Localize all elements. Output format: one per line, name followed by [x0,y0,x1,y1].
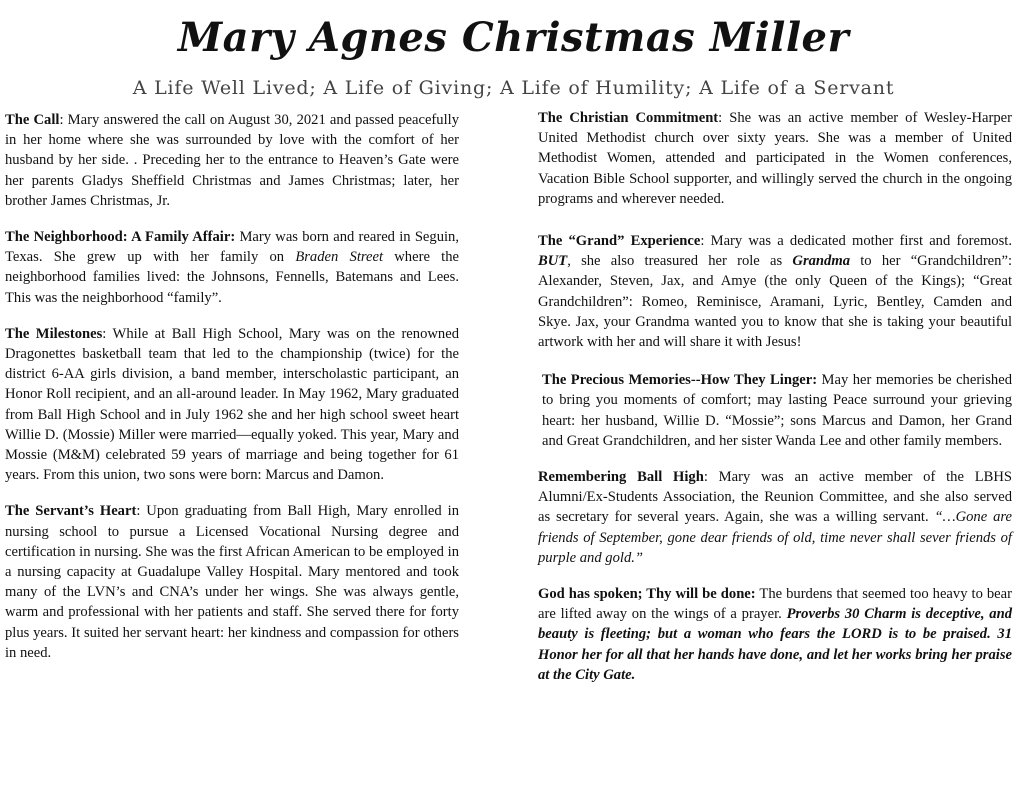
section-text: : Mary was a dedicated mother first and foremost. [700,233,1012,250]
page-subtitle: A Life Well Lived; A Life of Giving; A Life of Humility; A Life of a Servant [132,77,895,99]
section-text: May her memories be cherished to bring you moments of comfort; may lasting Peace surround your grieving heart: her husband, Willie D. “Mossie”; sons Marcus and Damon, her Grand and Great Grandchildren, and her sister Wanda Lee and other family members. [542,372,1012,449]
section-text: The burdens that seemed too heavy to bear are lifted away on the wings of a prayer. [538,586,1012,623]
section-heading: Remembering Ball High [538,469,704,486]
section-heading: The Milestones [5,325,103,342]
section-remembering-ball-high [538,467,1012,568]
emphasis-but: BUT [538,253,568,270]
street-name: Braden Street [295,249,384,266]
section-text: : Mary was an active member of the LBHS Alumni/Ex-Students Association, the Reunion Committee, and she also served as secretary for several years. Again, she was a willing servant. [538,469,1012,526]
section-grand-experience [538,231,1012,352]
section-text: : Mary answered the call on August 30, 2021 and passed peacefully in her home where she was surrounded by love with the comfort of her husband by her side. . Preceding her to the entrance to Heaven’s Gate were her parents Gladys Sheffield Christmas and James Christmas; later, her brother James Christmas, Jr. [5,112,459,209]
emphasis-grandma: Grandma [792,253,850,270]
section-god-has-spoken [538,584,1012,685]
section-heading: The Christian Commitment [538,110,719,126]
section-neighborhood [5,227,459,308]
left-column [5,110,459,679]
section-heading: The Servant’s Heart [5,503,137,520]
section-milestones [5,324,459,486]
section-servant-heart [5,501,459,663]
page-title: Mary Agnes Christmas Miller [177,14,850,61]
section-heading: The Precious Memories--How They Linger: [542,372,818,389]
section-text: Mary was born and reared in Seguin, Texas. She grew up with her family on [5,229,460,266]
section-christian-commitment [538,108,1012,209]
section-text: to her “Grandchildren”: Alexander, Steven, Jax, and Amye (the only Queen of the Kings); “Great Grandchildren”: Romeo, Reminisce, Aramani, Lyric, Bentley, Camden and Skye. Jax, your Grandma wanted you to know that she is taking your beautiful artwork with her and will share it with Jesus! [538,253,1012,351]
section-precious-memories [538,370,1012,451]
section-heading: The Neighborhood: A Family Affair: [5,229,236,246]
section-heading: God has spoken; Thy will be done: [538,586,756,603]
section-text: : Upon graduating from Ball High, Mary enrolled in nursing school to pursue a Licensed Vocational Nursing degree and certification in nursing. She was the first African American to be employed in a nursing capacity at Guadalupe Valley Hospital. Mary mentored and took many of the LVN’s and CNA’s under her wings. She was always gentle, warm and professional with her patients and staff. She served there for forty plus years. It suited her servant heart: her kindness and compassion for others in need. [5,503,459,661]
section-text: : While at Ball High School, Mary was on the renowned Dragonettes basketball team that led to the championship (twice) for the district 6-AA girls division, a band member, interscholastic participant, an Honor Roll recipient, and an all-around leader. In May 1962, Mary graduated from Ball High School and in July 1962 she and her high school sweet heart Willie D. (Mossie) Miller were married—equally yoked. This year, Mary and Mossie (M&M) celebrated 59 years of marriage and being together for 61 years. From this union, two sons were born: Marcus and Damon. [5,325,459,484]
section-text: where the neighborhood families lived: the Johnsons, Fennells, Batemans and Lees. This was the neighborhood “family”. [5,249,459,306]
scripture-verse: Proverbs 30 Charm is deceptive, and beauty is fleeting; but a woman who fears the LORD is to be praised. 31 Honor her for all that her hands have done, and let her works bring her praise at the City Gate. [538,606,1012,683]
school-song-quote: “…Gone are friends of September, gone dear friends of old, time never shall sever friends of purple and gold.” [538,509,1012,566]
section-text: : She was an active member of Wesley-Harper United Methodist church over sixty years. She was a member of United Methodist Women, attended and participated in the Women conferences, Vacation Bible School supporter, and willingly served the church in the ongoing programs and wherever needed. [538,110,1012,207]
section-heading: The “Grand” Experience [538,233,701,250]
section-the-call [5,110,459,211]
section-heading: The Call [5,112,60,128]
right-column [538,108,1012,701]
section-text: , she also treasured her role as [567,253,793,270]
